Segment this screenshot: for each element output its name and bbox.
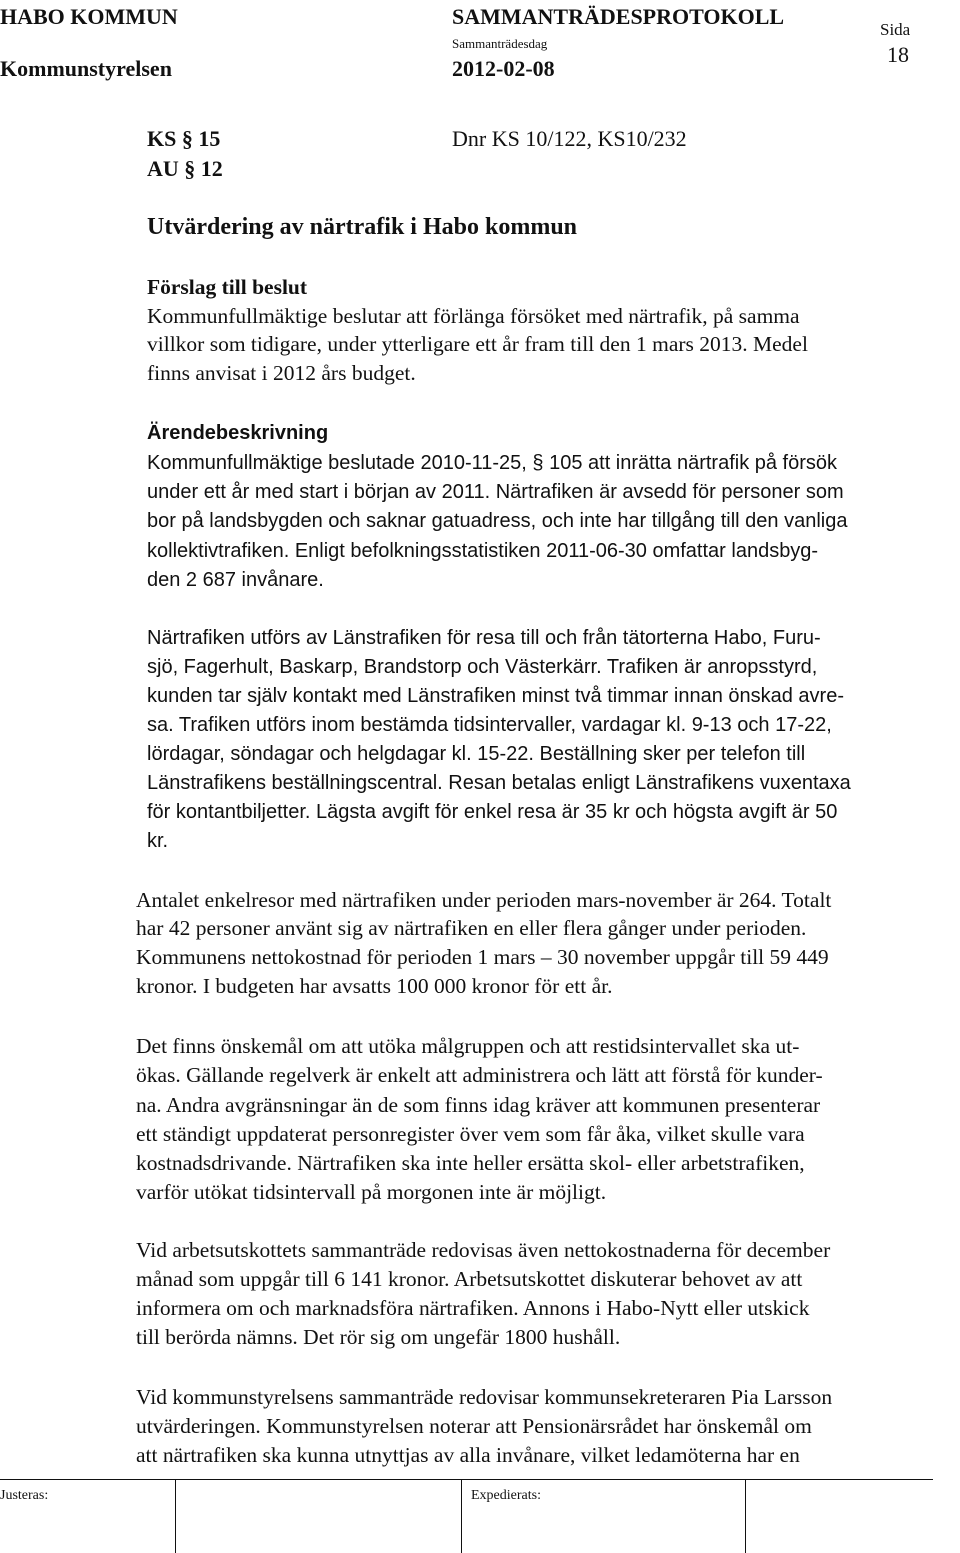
description-line: kunden tar själv kontakt med Länstrafiken minst två timmar innan önskad avre- — [147, 685, 844, 707]
body-line: informera om och marknadsföra närtrafiken. Annons i Habo-Nytt eller utskick — [136, 1296, 810, 1320]
description-line: för kontantbiljetter. Lägsta avgift för enkel resa är 35 kr och högsta avgift är 50 — [147, 801, 838, 823]
meeting-date: 2012-02-08 — [452, 56, 555, 81]
footer-rule — [0, 1479, 933, 1480]
committee-name: Kommunstyrelsen — [0, 56, 172, 81]
description-line: sjö, Fagerhult, Baskarp, Brandstorp och Västerkärr. Trafiken är anropsstyrd, — [147, 656, 818, 678]
page-label: Sida — [880, 20, 911, 39]
case-au: AU § 12 — [147, 156, 223, 181]
body-line: Kommunens nettokostnad för perioden 1 mars – 30 november uppgår till 59 449 — [136, 945, 829, 969]
page-number: 18 — [887, 42, 909, 67]
body-line: ett ständigt uppdaterat personregister över vem som får åka, vilket skulle vara — [136, 1122, 805, 1146]
body-line: har 42 personer använt sig av närtrafiken en eller flera gånger under perioden. — [136, 916, 807, 940]
body-line: Det finns önskemål om att utöka målgruppen och att restidsintervallet ska ut- — [136, 1034, 800, 1058]
body-line: Vid kommunstyrelsens sammanträde redovisar kommunsekreteraren Pia Larsson — [136, 1385, 833, 1409]
description-line: kollektivtrafiken. Enligt befolkningsstatistiken 2011-06-30 omfattar landsbyg- — [147, 540, 819, 562]
description-line: Kommunfullmäktige beslutade 2010-11-25, § 105 att inrätta närtrafik på försök — [147, 452, 838, 474]
body-line: månad som uppgår till 6 141 kronor. Arbetsutskottet diskuterar behovet av att — [136, 1267, 803, 1291]
body-line: utvärderingen. Kommunstyrelsen noterar att Pensionärsrådet har önskemål om — [136, 1414, 812, 1438]
proposal-heading: Förslag till beslut — [147, 275, 308, 299]
document-type: SAMMANTRÄDESPROTOKOLL — [452, 4, 785, 29]
proposal-line: Kommunfullmäktige beslutar att förlänga försöket med närtrafik, på samma — [147, 304, 800, 328]
body-line: att närtrafiken ska kunna utnyttjas av alla invånare, vilket ledamöterna har en — [136, 1443, 800, 1467]
body-line: Antalet enkelresor med närtrafiken under perioden mars-november är 264. Totalt — [136, 888, 832, 912]
description-line: kr. — [147, 830, 169, 852]
footer-divider-left — [175, 1479, 176, 1553]
proposal-line: villkor som tidigare, under ytterligare ett år fram till den 1 mars 2013. Medel — [147, 332, 808, 356]
body-line: varför utökat tidsintervall på morgonen inte är möjligt. — [136, 1180, 607, 1204]
expedierats-label: Expedierats: — [471, 1488, 541, 1503]
description-line: sa. Trafiken utförs inom bestämda tidsintervaller, vardagar kl. 9-13 och 17-22, — [147, 714, 832, 736]
description-line: Närtrafiken utförs av Länstrafiken för resa till och från tätorterna Habo, Furu- — [147, 627, 821, 649]
body-line: till berörda nämns. Det rör sig om ungefär 1800 hushåll. — [136, 1325, 621, 1349]
justeras-label: Justeras: — [0, 1488, 49, 1503]
description-line: under ett år med start i början av 2011. Närtrafiken är avsedd för personer som — [147, 481, 844, 503]
body-line: ökas. Gällande regelverk är enkelt att administrera och lätt att förstå för kunder- — [136, 1063, 823, 1087]
body-line: kostnadsdrivande. Närtrafiken ska inte heller ersätta skol- eller arbetstrafiken, — [136, 1151, 805, 1175]
description-line: lördagar, söndagar och helgdagar kl. 15-22. Beställning sker per telefon till — [147, 743, 806, 765]
body-line: kronor. I budgeten har avsatts 100 000 kronor för ett år. — [136, 974, 613, 998]
meeting-date-label: Sammanträdesdag — [452, 36, 548, 51]
org-name: HABO KOMMUN — [0, 4, 178, 29]
description-line: Länstrafikens beställningscentral. Resan betalas enligt Länstrafikens vuxentaxa — [147, 772, 851, 794]
footer-divider-middle — [461, 1479, 462, 1553]
body-line: na. Andra avgränsningar än de som finns idag kräver att kommunen presenterar — [136, 1093, 821, 1117]
description-line: bor på landsbygden och saknar gatuadress, och inte har tillgång till den vanliga — [147, 510, 848, 532]
description-line: den 2 687 invånare. — [147, 569, 324, 591]
case-ks: KS § 15 — [147, 126, 221, 151]
case-dnr: Dnr KS 10/122, KS10/232 — [452, 126, 687, 151]
proposal-line: finns anvisat i 2012 års budget. — [147, 361, 416, 385]
description-heading: Ärendebeskrivning — [147, 422, 329, 444]
footer-divider-right — [745, 1479, 746, 1553]
body-line: Vid arbetsutskottets sammanträde redovisas även nettokostnaderna för december — [136, 1238, 831, 1262]
page-title: Utvärdering av närtrafik i Habo kommun — [147, 214, 578, 240]
